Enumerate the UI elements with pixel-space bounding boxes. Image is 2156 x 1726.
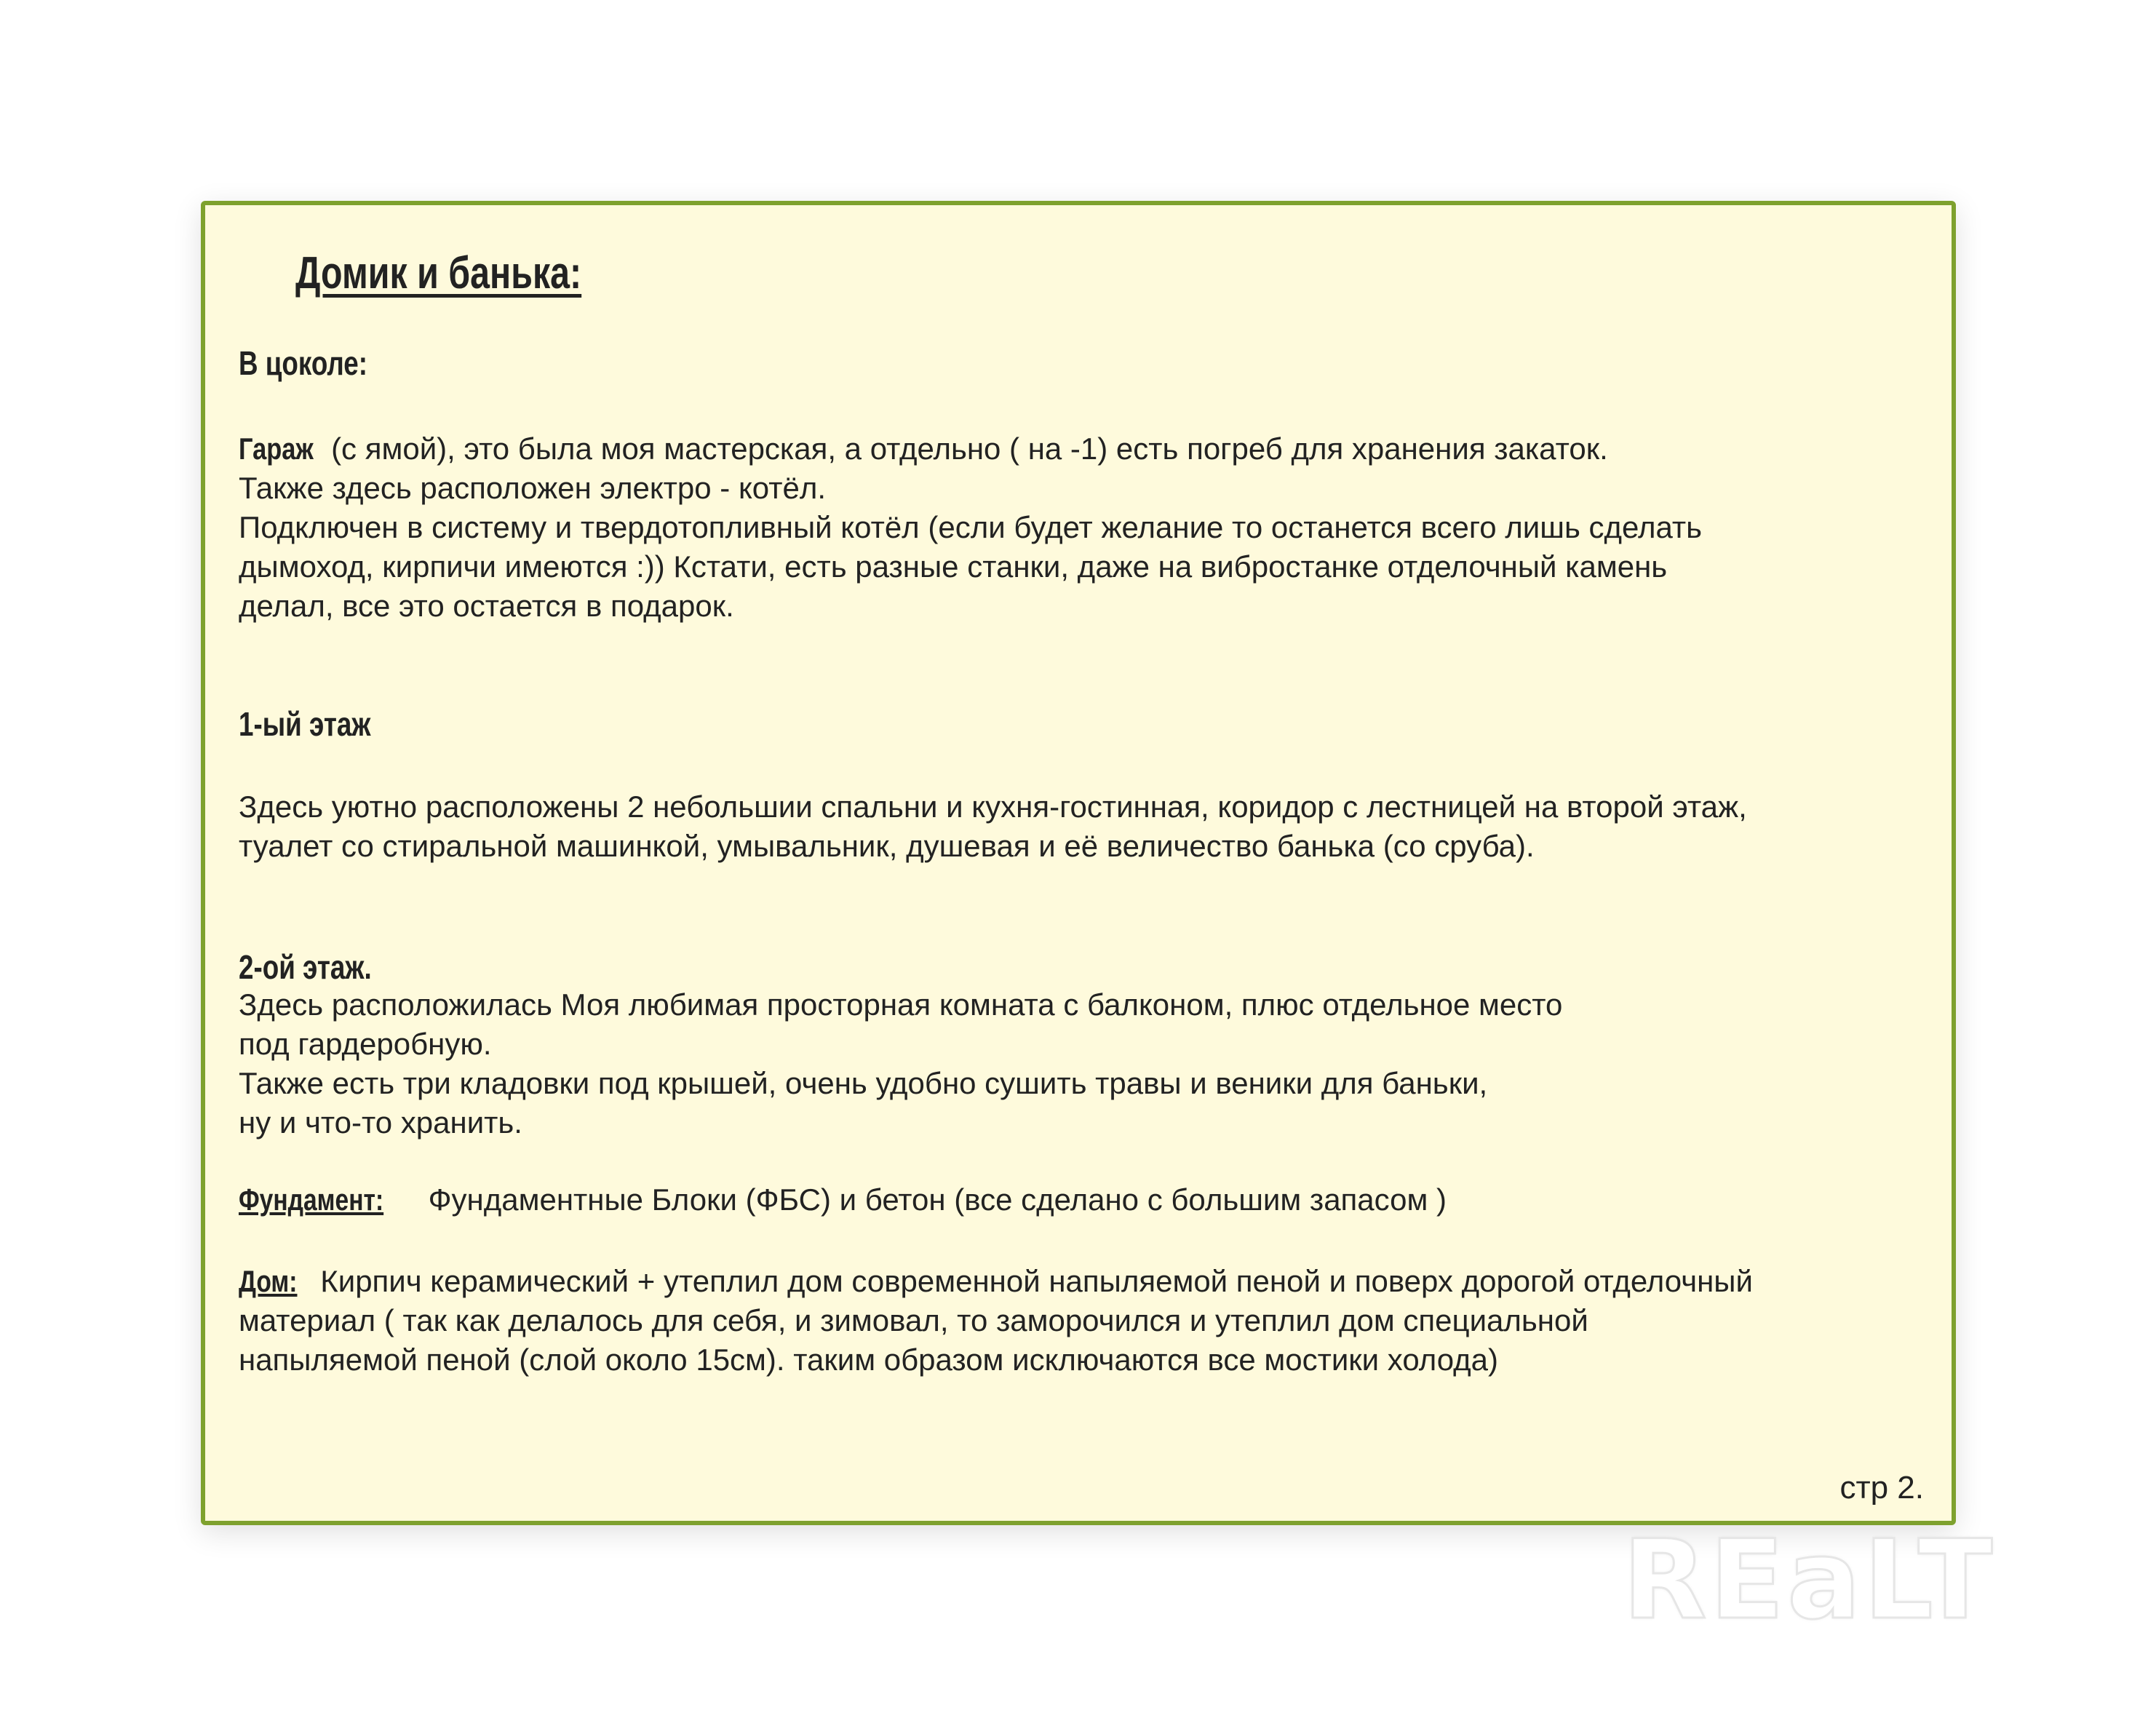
- basement-body: (с ямой), это была моя мастерская, а отдельно ( на -1) есть погреб для хранения закаток. Также здесь расположен электро - котёл. Подключен в систему и твердотопливный котёл (если будет желание то останется всего лишь сделать дымоход, кирпичи имеются :)) Кстати, есть разные станки, даже на вибростанке отделочный камень делал, все это остается в подарок.: [239, 432, 1703, 623]
- floor1-heading: 1-ый этаж: [239, 705, 371, 743]
- floor1-text: Здесь уютно расположены 2 небольшии спальни и кухня-гостинная, коридор с лестницей на второй этаж, туалет со стиральной машинкой, умывальник, душевая и её величество банька (со сруба).: [239, 790, 1747, 863]
- page-number: стр 2.: [1839, 1470, 1924, 1506]
- basement-heading: В цоколе:: [239, 344, 368, 382]
- realt-watermark-logo: REaLT: [1623, 1517, 1996, 1644]
- page-title: Домик и банька:: [295, 248, 582, 298]
- foundation-body: Фундаментные Блоки (ФБС) и бетон (все сделано с большим запасом ): [419, 1182, 1447, 1217]
- house-body: Кирпич керамический + утеплил дом современной напыляемой пеной и поверх дорогой отделочный материал ( так как делалось для себя, и зимовал, то заморочился и утеплил дом специальной напыляемой пеной (слой около 15см). таким образом исключаются все мостики холода): [239, 1264, 1753, 1377]
- house-label: Дом:: [239, 1264, 298, 1298]
- foundation-text: [239, 1180, 1941, 1220]
- floor2-text: Здесь расположилась Моя любимая просторная комната с балконом, плюс отдельное место под гардеробную. Также есть три кладовки под крышей, очень удобно сушить травы и веники для баньки, ну и что-то хранить.: [239, 987, 1563, 1140]
- document-card: [201, 201, 1956, 1525]
- foundation-label: Фундамент:: [239, 1182, 384, 1217]
- house-text: [239, 1262, 1941, 1380]
- floor2-heading: 2-ой этаж.: [239, 948, 372, 986]
- garage-label: Гараж: [239, 432, 314, 466]
- basement-text: [239, 429, 1941, 626]
